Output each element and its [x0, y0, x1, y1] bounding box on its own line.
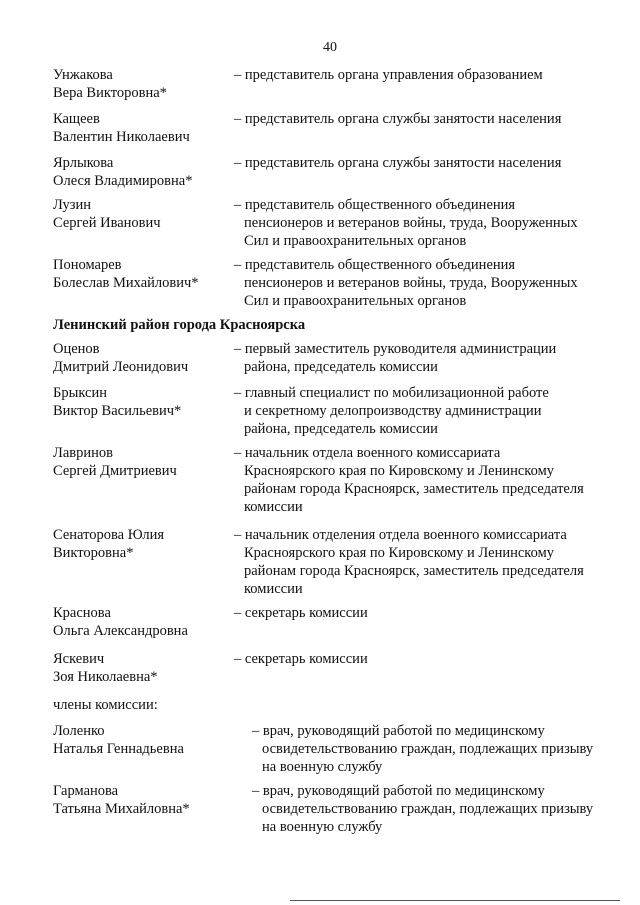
member-name: Брыксин Виктор Васильевич* — [53, 385, 182, 419]
member-role: – начальник отдела военного комиссариата Красноярского края по Кировскому и Ленинскому районам города Красноярск, заместитель председателя комиссии — [234, 445, 584, 515]
member-name: Сенаторова Юлия Викторовна* — [53, 527, 165, 561]
member-name: Кащеев Валентин Николаевич — [53, 111, 190, 145]
member-role: – представитель органа службы занятости населения — [234, 155, 562, 171]
member-role: – секретарь комиссии — [234, 651, 368, 667]
member-role: – врач, руководящий работой по медицинскому освидетельствованию граждан, подлежащих призыву на военную службу — [252, 723, 594, 775]
member-role: – врач, руководящий работой по медицинскому освидетельствованию граждан, подлежащих призыву на военную службу — [252, 783, 594, 835]
member-role: – главный специалист по мобилизационной работе и секретному делопроизводству администрации района, председатель комиссии — [234, 385, 549, 437]
member-name: Оценов Дмитрий Леонидович — [53, 341, 189, 375]
member-role: – секретарь комиссии — [234, 605, 368, 621]
member-role: – представитель органа управления образованием — [234, 67, 543, 83]
member-role: – представитель органа службы занятости населения — [234, 111, 562, 127]
member-name: Гарманова Татьяна Михайловна* — [53, 783, 190, 817]
member-role: – первый заместитель руководителя администрации района, председатель комиссии — [234, 341, 557, 375]
district-heading: Ленинский район города Красноярска — [53, 317, 306, 333]
footer-divider — [290, 900, 620, 901]
member-name: Лоленко Наталья Геннадьевна — [53, 723, 184, 757]
member-role: – представитель общественного объединения пенсионеров и ветеранов войны, труда, Вооруженных Сил и правоохранительных органов — [234, 197, 578, 249]
member-name: Лавринов Сергей Дмитриевич — [53, 445, 177, 479]
members-label: члены комиссии: — [53, 697, 158, 713]
member-name: Унжакова Вера Викторовна* — [53, 67, 167, 101]
page-number: 40 — [323, 40, 337, 55]
member-name: Пономарев Болеслав Михайлович* — [53, 257, 199, 291]
member-name: Ярлыкова Олеся Владимировна* — [53, 155, 193, 189]
member-name: Яскевич Зоя Николаевна* — [53, 651, 158, 685]
member-role: – начальник отделения отдела военного комиссариата Красноярского края по Кировскому и Ленинскому районам города Красноярск, заместитель председателя комиссии — [234, 527, 584, 597]
member-name: Краснова Ольга Александровна — [53, 605, 188, 639]
member-role: – представитель общественного объединения пенсионеров и ветеранов войны, труда, Вооруженных Сил и правоохранительных органов — [234, 257, 578, 309]
member-name: Лузин Сергей Иванович — [53, 197, 161, 231]
